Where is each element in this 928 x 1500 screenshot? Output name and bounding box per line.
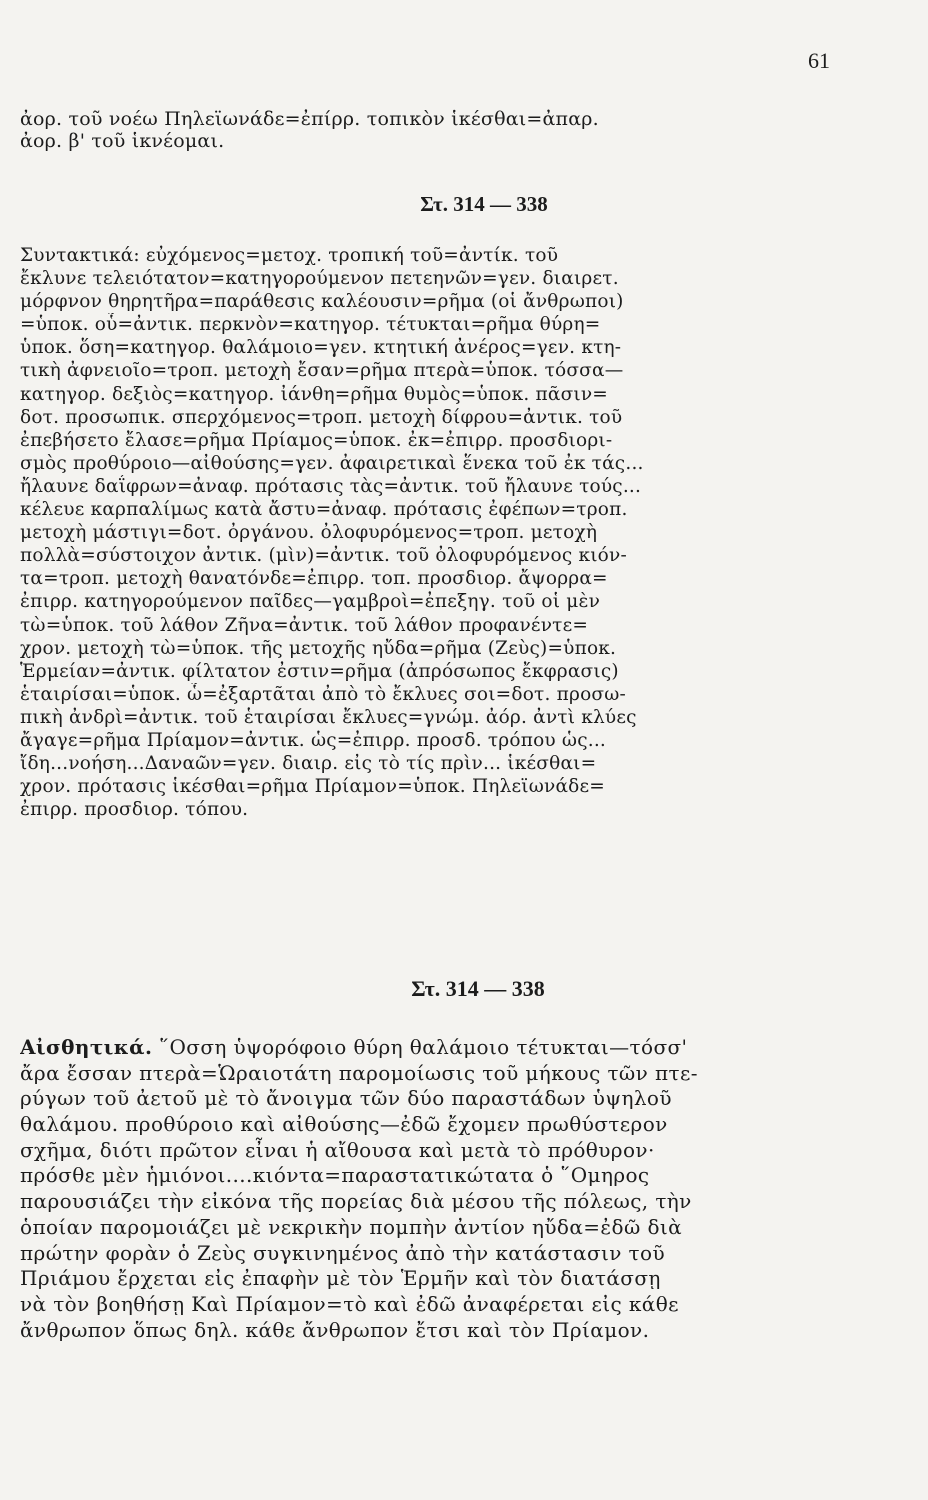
text-line: Συντακτικά: εὐχόμενος=μετοχ. τροπική τοῦ=ἀντίκ. τοῦ — [20, 245, 559, 266]
text-line — [20, 1034, 846, 1060]
section-heading: Στ. 314 — 338 — [420, 192, 548, 216]
text-line: Πριάμου ἔρχεται εἰς ἐπαφὴν μὲ τὸν Ἑρμῆν καὶ τὸν διατάσσῃ — [20, 1266, 661, 1291]
text-line: ἐπιρρ. κατηγορούμενον παῖδες—γαμβροὶ=ἐπεξηγ. τοῦ οἱ μὲν — [20, 591, 601, 613]
text-line: σμὸς προθύροιο—αἰθούσης=γεν. ἀφαιρετικαὶ ἕνεκα τοῦ ἐκ τάς... — [20, 452, 644, 474]
text-line: Ἑρμείαν=ἀντικ. φίλτατον ἐστιν=ρῆμα (ἀπρόσωπος ἔκφρασις) — [20, 660, 619, 682]
text-line: πρώτην φορὰν ὁ Ζεὺς συγκινημένος ἀπὸ τὴν κατάστασιν τοῦ — [20, 1240, 666, 1265]
text-line: πικὴ ἀνδρὶ=ἀντικ. τοῦ ἑταιρίσαι ἔκλυες=γνώμ. ἀόρ. ἀντὶ κλύες — [20, 706, 637, 728]
text-line: ἄνθρωπον ὅπως δηλ. κάθε ἄνθρωπον ἔτσι καὶ τὸν Πρίαμον. — [20, 1317, 650, 1342]
text-line: =ὑποκ. οὗ=ἀντικ. περκνὸν=κατηγορ. τέτυκται=ρῆμα θύρη= — [20, 314, 601, 336]
syntax-notes — [20, 244, 846, 821]
text-line: μόρφνον θηρητῆρα=παράθεσις καλέουσιν=ρῆμα (οἱ ἄνθρωποι) — [20, 291, 624, 313]
continuation-notes — [20, 108, 846, 152]
text-line: πολλὰ=σύστοιχον ἀντικ. (μὶν)=ἀντικ. τοῦ ὀλοφυρόμενος κιόν- — [20, 545, 627, 567]
text-line: ἀορ. τοῦ νοέω Πηλεϊωνάδε=ἐπίρρ. τοπικὸν ἱκέσθαι=ἀπαρ. — [20, 108, 599, 130]
text-line: ρύγων τοῦ ἀετοῦ μὲ τὸ ἄνοιγμα τῶν δύο παραστάδων ὑψηλοῦ — [20, 1086, 672, 1111]
text-line: κέλευε καρπαλίμως κατὰ ἄστυ=ἀναφ. πρότασις ἐφέπων=τροπ. — [20, 499, 628, 521]
text-line: ἔκλυνε τελειότατον=κατηγορούμενον πετεηνῶν=γεν. διαιρετ. — [20, 268, 619, 290]
section-heading: Στ. 314 — 338 — [411, 976, 545, 1001]
text-line: ἀορ. β' τοῦ ἱκνέομαι. — [20, 130, 225, 152]
text-line: ἄρα ἔσσαν πτερὰ=Ὡραιοτάτη παρομοίωσις τοῦ μήκους τῶν πτε- — [20, 1060, 698, 1085]
text-line: ἑταιρίσαι=ὑποκ. ὧ=ἐξαρτᾶται ἀπὸ τὸ ἔκλυες σοι=δοτ. προσω- — [20, 683, 626, 705]
text-line: ἤλαυνε δαΐφρων=ἀναφ. πρότασις τὰς=ἀντικ. τοῦ ἤλαυνε τούς... — [20, 475, 642, 497]
text-line: σχῆμα, διότι πρῶτον εἶναι ἡ αἴθουσα καὶ μετὰ τὸ πρόθυρον· — [20, 1137, 655, 1162]
text-line: τικὴ ἀφνειοῖο=τροπ. μετοχὴ ἔσαν=ρῆμα πτερὰ=ὑποκ. τόσσα— — [20, 360, 624, 382]
text-line: παρουσιάζει τὴν εἰκόνα τῆς πορείας διὰ μέσου τῆς πόλεως, τὴν — [20, 1189, 692, 1214]
text-line: πρόσθε μὲν ἡμιόνοι....κιόντα=παραστατικώτατα ὁ ῞Ομηρος — [20, 1163, 650, 1188]
text-line: νὰ τὸν βοηθήσῃ Καὶ Πρίαμον=τὸ καὶ ἐδῶ ἀναφέρεται εἰς κάθε — [20, 1291, 679, 1316]
text-line: θαλάμου. προθύροιο καὶ αἰθούσης—ἐδῶ ἔχομεν πρωθύστερον — [20, 1112, 668, 1137]
text-line: δοτ. προσωπικ. σπερχόμενος=τροπ. μετοχὴ δίφρου=ἀντικ. τοῦ — [20, 406, 623, 428]
text-run: ῞Οσση ὑψορόφοιο θύρη θαλάμοιο τέτυκται—τόσσ' — [152, 1035, 688, 1059]
text-line: τα=τροπ. μετοχὴ θανατόνδε=ἐπιρρ. τοπ. προσδιορ. ἄψορρα= — [20, 568, 608, 590]
section-lead-in: Αἰσθητικά. — [20, 1035, 153, 1059]
page-number: 61 — [808, 48, 830, 73]
text-line: τὼ=ὑποκ. τοῦ λάθον Ζῆνα=ἀντικ. τοῦ λάθον προφανέντε= — [20, 614, 589, 636]
text-line: ἴδη...νοήση...Δαναῶν=γεν. διαιρ. εἰς τὸ τίς πρὶν... ἱκέσθαι= — [20, 753, 597, 775]
text-line: μετοχὴ μάστιγι=δοτ. ὀργάνου. ὀλοφυρόμενος=τροπ. μετοχὴ — [20, 522, 598, 544]
text-line: ὑποκ. ὅση=κατηγορ. θαλάμοιο=γεν. κτητική ἀνέρος=γεν. κτη- — [20, 337, 622, 359]
text-line: ἐπιρρ. προσδιορ. τόπου. — [20, 799, 249, 821]
aesthetic-notes — [20, 1034, 846, 1342]
text-line: ἐπεβήσετο ἔλασε=ρῆμα Πρίαμος=ὑποκ. ἐκ=ἐπιρρ. προσδιορι- — [20, 429, 613, 451]
text-line: χρον. μετοχὴ τὼ=ὑποκ. τῆς μετοχῆς ηὔδα=ρῆμα (Ζεὺς)=ὑποκ. — [20, 637, 617, 659]
text-line: χρον. πρότασις ἱκέσθαι=ρῆμα Πρίαμον=ὑποκ. Πηλεϊωνάδε= — [20, 776, 605, 798]
text-line: ὁποίαν παρομοιάζει μὲ νεκρικὴν πομπὴν ἀντίον ηὔδα=ἐδῶ διὰ — [20, 1214, 683, 1239]
text-line: ἄγαγε=ρῆμα Πρίαμον=ἀντικ. ὡς=ἐπιρρ. προσδ. τρόπου ὡς... — [20, 729, 607, 751]
text-line: κατηγορ. δεξιὸς=κατηγορ. ἰάνθη=ρῆμα θυμὸς=ὑποκ. πᾶσιν= — [20, 383, 609, 405]
